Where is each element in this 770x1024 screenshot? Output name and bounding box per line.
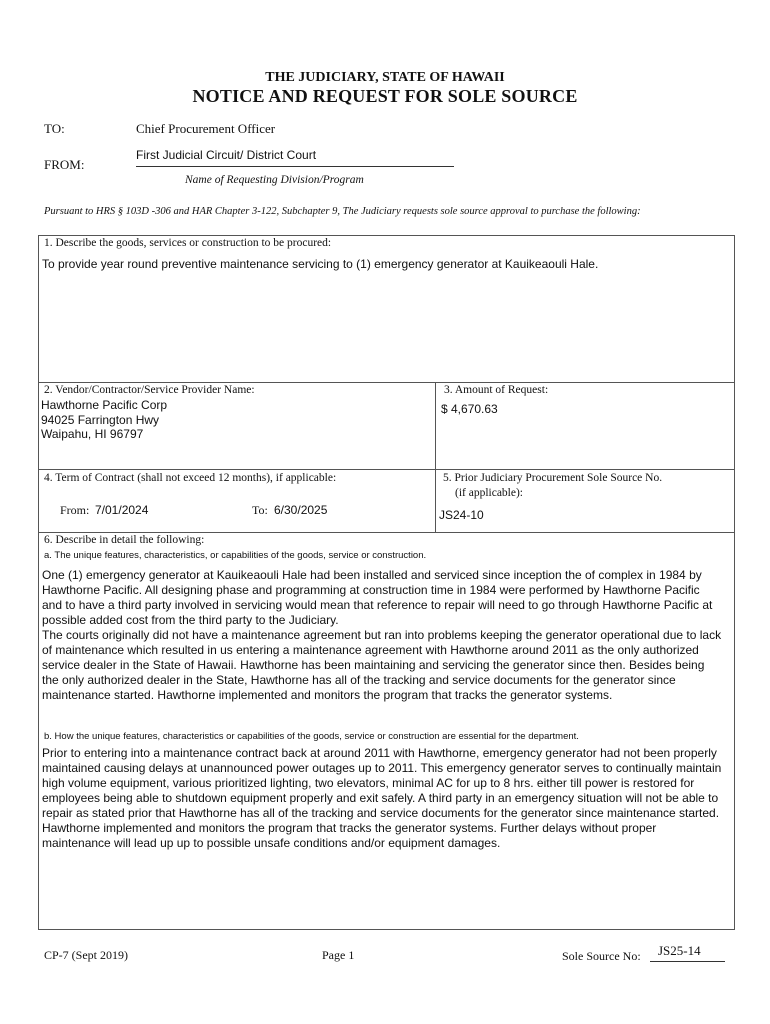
from-value: First Judicial Circuit/ District Court <box>136 148 317 162</box>
section-5-sublabel: (if applicable): <box>455 487 524 499</box>
section-5-label: 5. Prior Judiciary Procurement Sole Source No. <box>443 472 663 484</box>
section-6a-label: a. The unique features, characteristics, or capabilities of the goods, service or construction. <box>44 550 427 561</box>
term-to-label: To: <box>252 503 268 517</box>
vendor-line-3: Waipahu, HI 96797 <box>41 427 144 441</box>
page-title: NOTICE AND REQUEST FOR SOLE SOURCE <box>192 86 578 106</box>
sole-source-underline <box>650 961 725 962</box>
sole-source-label: Sole Source No: <box>562 949 641 963</box>
sole-source-value: JS25-14 <box>658 943 701 958</box>
from-caption: Name of Requesting Division/Program <box>185 174 364 186</box>
prior-sole-source-value: JS24-10 <box>439 508 484 522</box>
from-underline <box>136 166 454 167</box>
vendor-line-1: Hawthorne Pacific Corp <box>41 398 168 412</box>
section-1-value: To provide year round preventive maintenance servicing to (1) emergency generator at Kauikeaouli Hale. <box>42 257 599 271</box>
section-1-label: 1. Describe the goods, services or construction to be procured: <box>44 237 332 249</box>
from-label: FROM: <box>44 157 85 172</box>
to-label: TO: <box>44 121 65 136</box>
section-3-label: 3. Amount of Request: <box>444 384 549 396</box>
section-6b-label: b. How the unique features, characteristics or capabilities of the goods, service or construction are essential for the department. <box>44 731 579 742</box>
agency-name: THE JUDICIARY, STATE OF HAWAII <box>265 70 505 85</box>
section-4-label: 4. Term of Contract (shall not exceed 12 months), if applicable: <box>44 472 337 484</box>
page-number: Page 1 <box>322 948 355 962</box>
term-to-value: 6/30/2025 <box>274 503 328 517</box>
amount-value: $ 4,670.63 <box>441 402 498 416</box>
section-6-label: 6. Describe in detail the following: <box>44 534 205 546</box>
vendor-line-2: 94025 Farrington Hwy <box>41 413 160 427</box>
form-id: CP-7 (Sept 2019) <box>44 948 128 962</box>
term-from-label: From: <box>60 503 90 517</box>
intro-text: Pursuant to HRS § 103D -306 and HAR Chapter 3-122, Subchapter 9, The Judiciary requests sole source approval to purchase the following: <box>44 206 641 217</box>
term-from-value: 7/01/2024 <box>95 503 149 517</box>
to-value: Chief Procurement Officer <box>136 121 276 136</box>
section-6a-paragraph-2: The courts originally did not have a maintenance agreement but ran into problems keeping the generator operational due to lack of maintenance which resulted in us entering a maintenance agreement with Hawthorne around 2011 as the only authorized service dealer in the State of Hawaii. Hawthorne has been maintaining and servicing the generator since then. Besides being the only authorized dealer in the State, Hawthorne has all of the tracking and service documents for the generator since maintenance started. Hawthorne implemented and monitors the program that tracks the generator systems. <box>42 628 722 702</box>
section-2-label: 2. Vendor/Contractor/Service Provider Name: <box>44 384 255 396</box>
section-6b-paragraph: Prior to entering into a maintenance contract back at around 2011 with Hawthorne, emergency generator had not been properly maintained causing delays at unannounced power outages up to 2011. This emergency generator serves to continually maintain high volume equipment, various prioritized lighting, two elevators, minimal AC for up to 8 hrs. either till power is restored for employees being able to shutdown equipment properly and exit safely. A third party in an emergency situation will not be able to repair as stated prior that Hawthorne has all of the tracking and service documents for the generator since maintenance started. Hawthorne implemented and monitors the program that tracks the generator systems. Further delays without proper maintenance will lead up up to possible unsafe conditions and/or equipment damages. <box>42 746 722 850</box>
section-6a-paragraph-1: One (1) emergency generator at Kauikeaouli Hale had been installed and serviced since inception the of complex in 1984 by Hawthorne Pacific. All designing phase and programming at construction time in 1984 were performed by Hawthorne Pacific and to have a third party involved in servicing would mean that reference to repair will need to go through Hawthorne Pacific at possible added cost from the third party to the Judiciary. <box>42 568 713 627</box>
